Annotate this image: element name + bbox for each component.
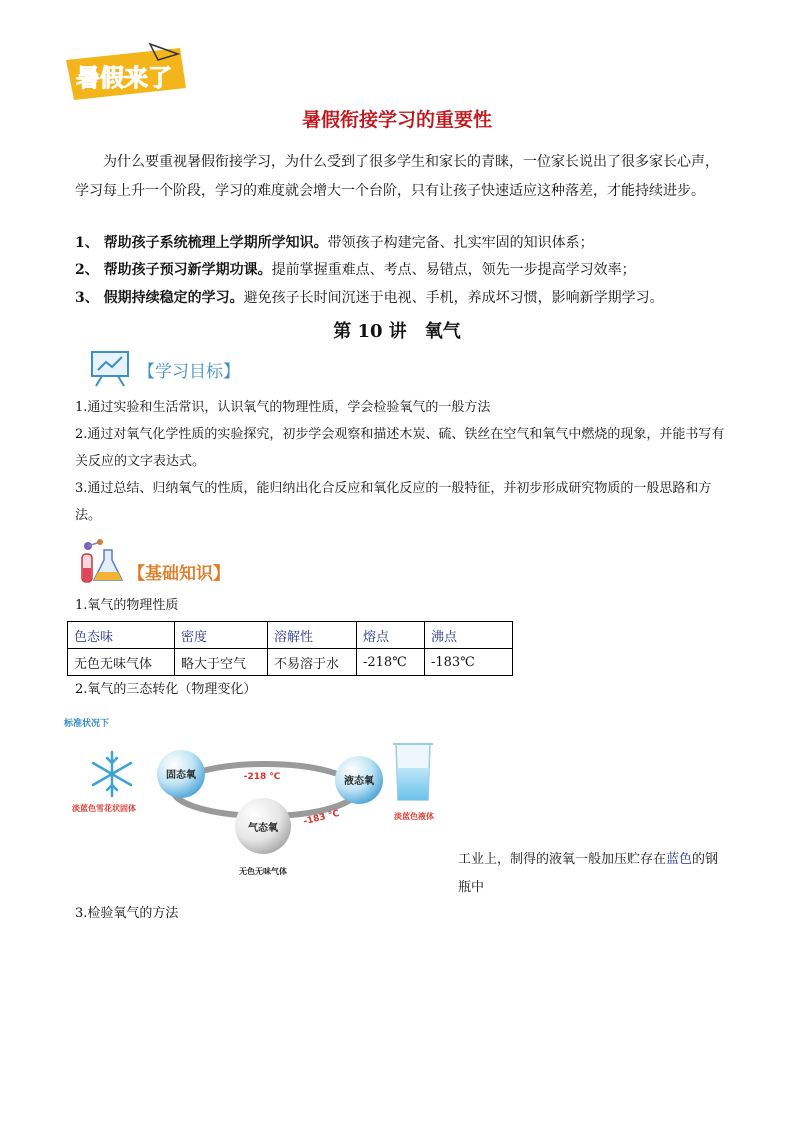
table-cell: -183℃ bbox=[425, 649, 513, 676]
chemistry-flask-icon bbox=[76, 538, 126, 586]
lesson-title: 第 10 讲 氧气 bbox=[333, 321, 461, 342]
subheading-three-states: 2.氧气的三态转化（物理变化） bbox=[75, 682, 257, 697]
section-basics-heading: 【基础知识】 bbox=[128, 564, 230, 584]
oxygen-states-diagram bbox=[60, 712, 460, 887]
point-bold: 3、 假期持续稳定的学习。 bbox=[75, 290, 244, 306]
gas-description: 无色无味气体 bbox=[239, 867, 287, 876]
note-text-end: 的钢瓶中 bbox=[458, 852, 719, 895]
goal-2: 2.通过对氧气化学性质的实验探究，初步学会观察和描述木炭、硫、铁丝在空气和氧气中燃烧的现象，并能书写有关反应的文字表达式。 bbox=[75, 427, 725, 469]
gas-label: 气态氧 bbox=[248, 823, 278, 834]
point-1 bbox=[75, 229, 725, 258]
table-cell: 略大于空气 bbox=[175, 649, 268, 676]
point-2 bbox=[75, 256, 725, 285]
table-header-cell: 溶解性 bbox=[268, 622, 357, 649]
table-header-cell: 熔点 bbox=[357, 622, 425, 649]
point-bold: 1、 帮助孩子系统梳理上学期所学知识。 bbox=[75, 235, 328, 251]
snowflake-icon bbox=[93, 752, 131, 796]
properties-table bbox=[67, 621, 513, 676]
table-cell: 不易溶于水 bbox=[268, 649, 357, 676]
boiling-point-label: -183 ℃ bbox=[302, 808, 341, 828]
note-text: 工业上，制得的液氧一般加压贮存在 bbox=[458, 852, 667, 867]
subheading-physical-properties: 1.氧气的物理性质 bbox=[75, 598, 179, 613]
table-header-row bbox=[68, 622, 513, 649]
melting-point-label: -218 ℃ bbox=[243, 772, 281, 782]
table-row bbox=[68, 649, 513, 676]
point-text: 带领孩子构建完备、扎实牢固的知识体系； bbox=[327, 235, 594, 251]
diagram-header: 标准状况下 bbox=[64, 719, 110, 729]
table-header-cell: 沸点 bbox=[425, 622, 513, 649]
goal-1: 1.通过实验和生活常识，认识氧气的物理性质，学会检验氧气的一般方法 bbox=[75, 400, 491, 415]
note-highlight: 蓝色 bbox=[666, 852, 693, 867]
point-text: 避免孩子长时间沉迷于电视、手机，养成坏习惯，影响新学期学习。 bbox=[243, 290, 664, 306]
solid-label: 固态氧 bbox=[166, 770, 196, 781]
liquid-description: 淡蓝色液体 bbox=[394, 812, 434, 821]
table-cell: 无色无味气体 bbox=[68, 649, 175, 676]
beaker-icon bbox=[393, 744, 433, 800]
presentation-board-icon bbox=[86, 348, 134, 388]
point-text: 提前掌握重难点、考点、易错点，领先一步提高学习效率； bbox=[271, 262, 636, 278]
table-header-cell: 密度 bbox=[175, 622, 268, 649]
subheading-test-method: 3.检验氧气的方法 bbox=[75, 906, 179, 921]
point-3 bbox=[75, 284, 725, 313]
industrial-storage-note bbox=[458, 846, 728, 902]
point-bold: 2、 帮助孩子预习新学期功课。 bbox=[75, 262, 272, 278]
liquid-label: 液态氧 bbox=[344, 776, 374, 787]
table-cell: -218℃ bbox=[357, 649, 425, 676]
goal-3: 3.通过总结、归纳氧气的性质，能归纳出化合反应和氧化反应的一般特征，并初步形成研究物质的一般思路和方法。 bbox=[75, 481, 712, 523]
section-goals-heading: 【学习目标】 bbox=[138, 362, 240, 382]
intro-paragraph: 为什么要重视暑假衔接学习，为什么受到了很多学生和家长的青睐，一位家长说出了很多家长心声，学习每上升一个阶段，学习的难度就会增大一个台阶，只有让孩子快速适应这种落差，才能持续进步。 bbox=[75, 154, 719, 199]
table-header-cell: 色态味 bbox=[68, 622, 175, 649]
solid-description: 淡蓝色雪花状固体 bbox=[72, 804, 136, 813]
main-title: 暑假衔接学习的重要性 bbox=[301, 109, 492, 131]
summer-logo bbox=[60, 40, 190, 106]
logo-text: 暑假来了 bbox=[76, 64, 172, 92]
